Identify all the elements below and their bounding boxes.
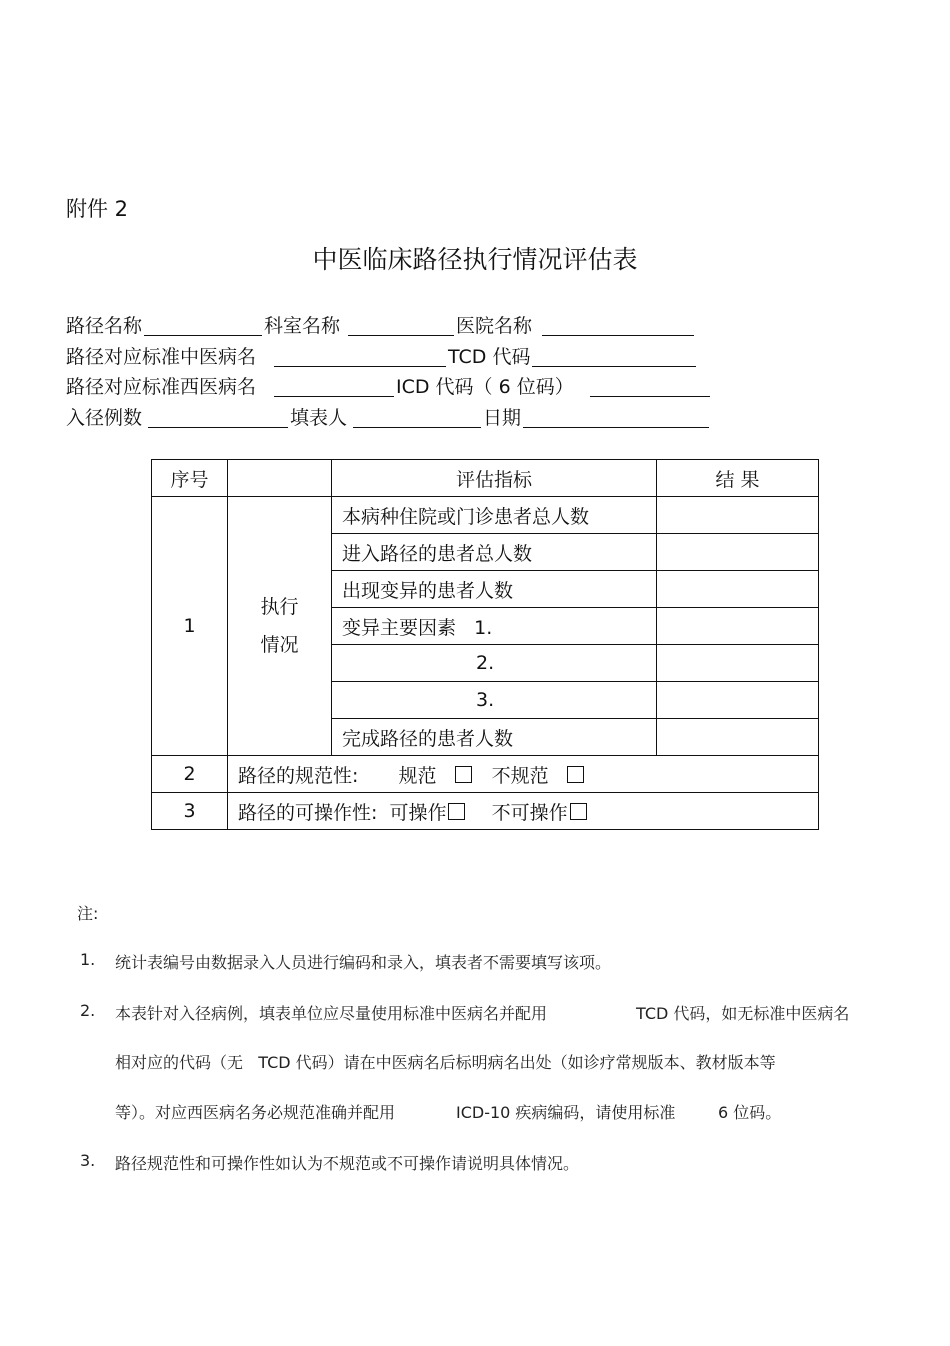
date-label: 日期 <box>483 407 522 429</box>
case-count-label: 入径例数 <box>66 407 143 429</box>
info-row-1 <box>66 311 696 338</box>
standard-checkbox[interactable] <box>455 766 472 783</box>
tcd-code-field[interactable] <box>532 346 696 367</box>
section3-text: 路径的可操作性: 可操作 <box>238 801 447 824</box>
hospital-name-field[interactable] <box>542 315 694 336</box>
header-blank <box>228 460 332 497</box>
tcm-disease-field[interactable] <box>274 346 446 367</box>
note-2-number: 2. <box>80 1001 96 1020</box>
header-result: 结 果 <box>657 460 819 497</box>
note-1-text: 统计表编号由数据录入人员进行编码和录入，填表者不需要填写该项。 <box>115 953 612 972</box>
date-field[interactable] <box>523 407 709 428</box>
note-2-line3-tail: 6 位码。 <box>718 1103 782 1122</box>
hospital-name-label: 医院名称 <box>456 315 533 337</box>
icd-code-field[interactable] <box>590 376 710 397</box>
inoperable-checkbox[interactable] <box>570 803 587 820</box>
notes-heading: 注: <box>77 904 99 923</box>
result-cell[interactable] <box>657 571 819 608</box>
note-2-line3-mid: ICD-10 疾病编码，请使用标准 <box>456 1103 676 1122</box>
wm-disease-label: 路径对应标准西医病名 <box>66 376 257 398</box>
result-cell[interactable] <box>657 534 819 571</box>
info-row-2 <box>66 342 698 369</box>
section1-num: 1 <box>152 497 228 756</box>
attachment-label: 附件 2 <box>66 197 129 221</box>
inoperable-option-label: 不可操作 <box>491 801 568 824</box>
wm-disease-field[interactable] <box>274 376 394 397</box>
path-name-field[interactable] <box>144 315 262 336</box>
case-count-field[interactable] <box>148 407 288 428</box>
nonstandard-option-label: 不规范 <box>491 764 549 787</box>
indicator-entered-patients: 进入路径的患者总人数 <box>332 534 657 571</box>
indicator-variation-factor-1: 变异主要因素 1. <box>332 608 657 645</box>
section1-label <box>228 497 332 756</box>
tcd-code-label: TCD 代码 <box>448 346 531 368</box>
section2-content <box>228 756 819 793</box>
info-row-3 <box>66 372 712 399</box>
info-row-4 <box>66 403 711 430</box>
table-row <box>152 793 819 830</box>
section1-label-line1: 执行 <box>260 596 299 618</box>
note-3-number: 3. <box>80 1151 96 1170</box>
result-cell[interactable] <box>657 645 819 682</box>
evaluation-table <box>151 459 819 830</box>
indicator-completed-patients: 完成路径的患者人数 <box>332 719 657 756</box>
section3-num: 3 <box>152 793 228 830</box>
section1-label-line2: 情况 <box>260 634 299 656</box>
indicator-variation-factor-3: 3. <box>332 682 657 719</box>
filler-label: 填表人 <box>290 407 348 429</box>
standard-option-label: 规范 <box>398 764 437 787</box>
note-2-line3: 等）。对应西医病名务必规范准确并配用 <box>115 1103 396 1122</box>
indicator-total-patients: 本病种住院或门诊患者总人数 <box>332 497 657 534</box>
note-2-line1: 本表针对入径病例，填表单位应尽量使用标准中医病名并配用 <box>115 1004 548 1023</box>
result-cell[interactable] <box>657 608 819 645</box>
operable-checkbox[interactable] <box>448 803 465 820</box>
nonstandard-checkbox[interactable] <box>567 766 584 783</box>
tcm-disease-label: 路径对应标准中医病名 <box>66 346 257 368</box>
note-3-text: 路径规范性和可操作性如认为不规范或不可操作请说明具体情况。 <box>115 1154 580 1173</box>
indicator-variation-factor-2: 2. <box>332 645 657 682</box>
result-cell[interactable] <box>657 719 819 756</box>
table-header-row <box>152 460 819 497</box>
header-seq: 序号 <box>152 460 228 497</box>
result-cell[interactable] <box>657 682 819 719</box>
section2-text: 路径的规范性: <box>238 764 359 787</box>
dept-name-label: 科室名称 <box>264 315 341 337</box>
path-name-label: 路径名称 <box>66 315 143 337</box>
header-indicator: 评估指标 <box>332 460 657 497</box>
section2-num: 2 <box>152 756 228 793</box>
note-2-line1-tail: TCD 代码，如无标准中医病名 <box>636 1004 850 1023</box>
dept-name-field[interactable] <box>348 315 454 336</box>
icd-code-label: ICD 代码（ 6 位码） <box>396 376 574 398</box>
section3-content <box>228 793 819 830</box>
result-cell[interactable] <box>657 497 819 534</box>
note-2-line2: 相对应的代码（无 TCD 代码）请在中医病名后标明病名出处（如诊疗常规版本、教材版本等 <box>115 1053 776 1072</box>
page-title: 中医临床路径执行情况评估表 <box>312 245 638 274</box>
table-row <box>152 756 819 793</box>
note-1-number: 1. <box>80 950 96 969</box>
indicator-variation-patients: 出现变异的患者人数 <box>332 571 657 608</box>
table-row <box>152 497 819 534</box>
filler-field[interactable] <box>353 407 481 428</box>
